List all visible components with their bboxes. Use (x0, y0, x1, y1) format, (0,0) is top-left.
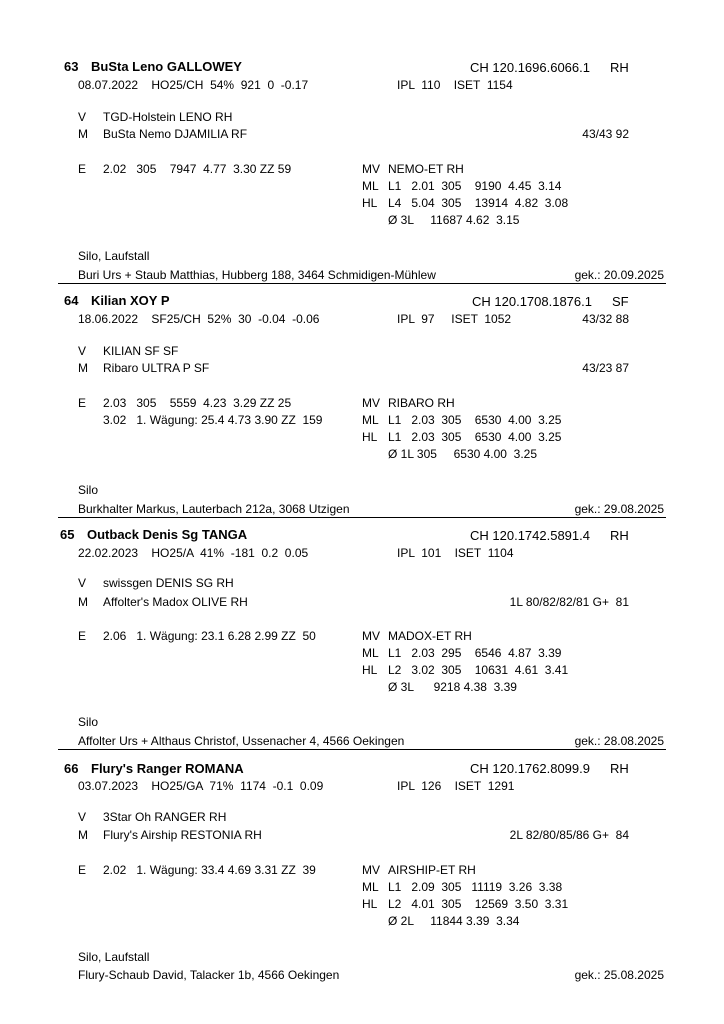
dam-label: M (78, 127, 88, 141)
housing: Silo (78, 483, 99, 497)
owner-address: Burkhalter Markus, Lauterbach 212a, 3068 Utzigen (78, 502, 350, 516)
own-label: E (78, 162, 87, 176)
breed-code: RH (610, 60, 629, 75)
cow-id: CH 120.1762.8099.9 (470, 761, 590, 776)
ml-values: L1 2.03 295 6546 4.87 3.39 (388, 646, 562, 660)
cow-entry-64 (0, 234, 724, 516)
dam-name: Ribaro ULTRA P SF (103, 361, 210, 375)
ml-label: ML (362, 880, 379, 894)
entry-score: 43/32 88 (582, 312, 629, 326)
dam-name: Flury's Airship RESTONIA RH (103, 828, 262, 842)
mv-name: AIRSHIP-ET RH (388, 863, 476, 877)
birth-info: 18.06.2022 SF25/CH 52% 30 -0.04 -0.06 (78, 312, 320, 326)
calving-date: gek.: 20.09.2025 (574, 268, 664, 282)
cow-id: CH 120.1708.1876.1 (472, 294, 592, 309)
owner-address: Flury-Schaub David, Talacker 1b, 4566 Oekingen (78, 968, 340, 982)
ml-label: ML (362, 413, 379, 427)
mv-label: MV (362, 396, 380, 410)
sire-name: swissgen DENIS SG RH (103, 576, 234, 590)
birth-info: 03.07.2023 HO25/GA 71% 1174 -0.1 0.09 (78, 779, 324, 793)
hl-label: HL (362, 897, 378, 911)
breed-code: SF (612, 294, 629, 309)
owner-address: Affolter Urs + Althaus Christof, Ussenacher 4, 4566 Oekingen (78, 734, 405, 748)
own-lactation: 2.03 305 5559 4.23 3.29 ZZ 25 (103, 396, 292, 410)
ml-values: L1 2.03 305 6530 4.00 3.25 (388, 413, 562, 427)
entry-number: 65 (60, 527, 75, 542)
average-values: Ø 3L 9218 4.38 3.39 (388, 680, 517, 694)
ml-label: ML (362, 646, 379, 660)
ml-values: L1 2.09 305 11119 3.26 3.38 (388, 880, 563, 894)
average-values: Ø 2L 11844 3.39 3.34 (388, 914, 520, 928)
mv-label: MV (362, 629, 380, 643)
dam-name: Affolter's Madox OLIVE RH (103, 595, 248, 609)
cow-id: CH 120.1742.5891.4 (470, 528, 590, 543)
cow-name: Kilian XOY P (91, 293, 170, 308)
mv-label: MV (362, 162, 380, 176)
average-values: Ø 1L 305 6530 4.00 3.25 (388, 447, 538, 461)
hl-values: L1 2.03 305 6530 4.00 3.25 (388, 430, 562, 444)
own-label: E (78, 629, 87, 643)
ml-values: L1 2.01 305 9190 4.45 3.14 (388, 179, 562, 193)
hl-values: L2 3.02 305 10631 4.61 3.41 (388, 663, 569, 677)
ipl-iset: IPL 126 ISET 1291 (397, 779, 515, 793)
housing: Silo (78, 715, 99, 729)
ipl-iset: IPL 110 ISET 1154 (397, 78, 513, 92)
ipl-iset: IPL 97 ISET 1052 (397, 312, 512, 326)
sire-label: V (78, 344, 87, 358)
sire-name: 3Star Oh RANGER RH (103, 810, 227, 824)
average-values: Ø 3L 11687 4.62 3.15 (388, 213, 520, 227)
dam-score: 1L 80/82/82/81 G+ 81 (509, 595, 629, 609)
ml-label: ML (362, 179, 379, 193)
birth-info: 22.02.2023 HO25/A 41% -181 0.2 0.05 (78, 546, 309, 560)
sire-label: V (78, 576, 87, 590)
birth-info: 08.07.2022 HO25/CH 54% 921 0 -0.17 (78, 78, 309, 92)
dam-score: 43/43 92 (582, 127, 629, 141)
hl-label: HL (362, 196, 378, 210)
mv-label: MV (362, 863, 380, 877)
housing: Silo, Laufstall (78, 249, 150, 263)
own-label: E (78, 396, 87, 410)
mv-name: RIBARO RH (388, 396, 455, 410)
owner-address: Buri Urs + Staub Matthias, Hubberg 188, 3464 Schmidigen-Mühlew (78, 268, 436, 282)
housing: Silo, Laufstall (78, 950, 150, 964)
cow-name: Outback Denis Sg TANGA (87, 527, 248, 542)
dam-name: BuSta Nemo DJAMILIA RF (103, 127, 248, 141)
cow-entry-66 (0, 702, 724, 982)
mv-name: NEMO-ET RH (388, 162, 464, 176)
dam-label: M (78, 828, 88, 842)
calving-date: gek.: 29.08.2025 (574, 502, 664, 516)
dam-label: M (78, 361, 88, 375)
hl-label: HL (362, 430, 378, 444)
calving-date: gek.: 25.08.2025 (574, 968, 664, 982)
own-weighing: 3.02 1. Wägung: 25.4 4.73 3.90 ZZ 159 (103, 413, 323, 427)
own-weighing: 2.06 1. Wägung: 23.1 6.28 2.99 ZZ 50 (103, 629, 316, 643)
hl-label: HL (362, 663, 378, 677)
sire-name: KILIAN SF SF (103, 344, 179, 358)
cow-id: CH 120.1696.6066.1 (470, 60, 590, 75)
ipl-iset: IPL 101 ISET 1104 (397, 546, 514, 560)
dam-score: 43/23 87 (582, 361, 629, 375)
dam-label: M (78, 595, 88, 609)
cow-name: BuSta Leno GALLOWEY (91, 59, 242, 74)
entry-number: 66 (64, 761, 79, 776)
sire-label: V (78, 810, 87, 824)
own-lactation: 2.02 305 7947 4.77 3.30 ZZ 59 (103, 162, 292, 176)
cow-name: Flury's Ranger ROMANA (91, 761, 244, 776)
breed-code: RH (610, 761, 629, 776)
sire-label: V (78, 110, 87, 124)
mv-name: MADOX-ET RH (388, 629, 472, 643)
dam-score: 2L 82/80/85/86 G+ 84 (509, 828, 629, 842)
hl-values: L2 4.01 305 12569 3.50 3.31 (388, 897, 569, 911)
own-weighing: 2.02 1. Wägung: 33.4 4.69 3.31 ZZ 39 (103, 863, 316, 877)
breed-code: RH (610, 528, 629, 543)
sire-name: TGD-Holstein LENO RH (103, 110, 233, 124)
own-label: E (78, 863, 87, 877)
calving-date: gek.: 28.08.2025 (574, 734, 664, 748)
hl-values: L4 5.04 305 13914 4.82 3.08 (388, 196, 569, 210)
cow-entry-63 (0, 0, 724, 282)
entry-number: 64 (64, 293, 79, 308)
cow-entry-65 (0, 468, 724, 748)
entry-number: 63 (64, 59, 79, 74)
